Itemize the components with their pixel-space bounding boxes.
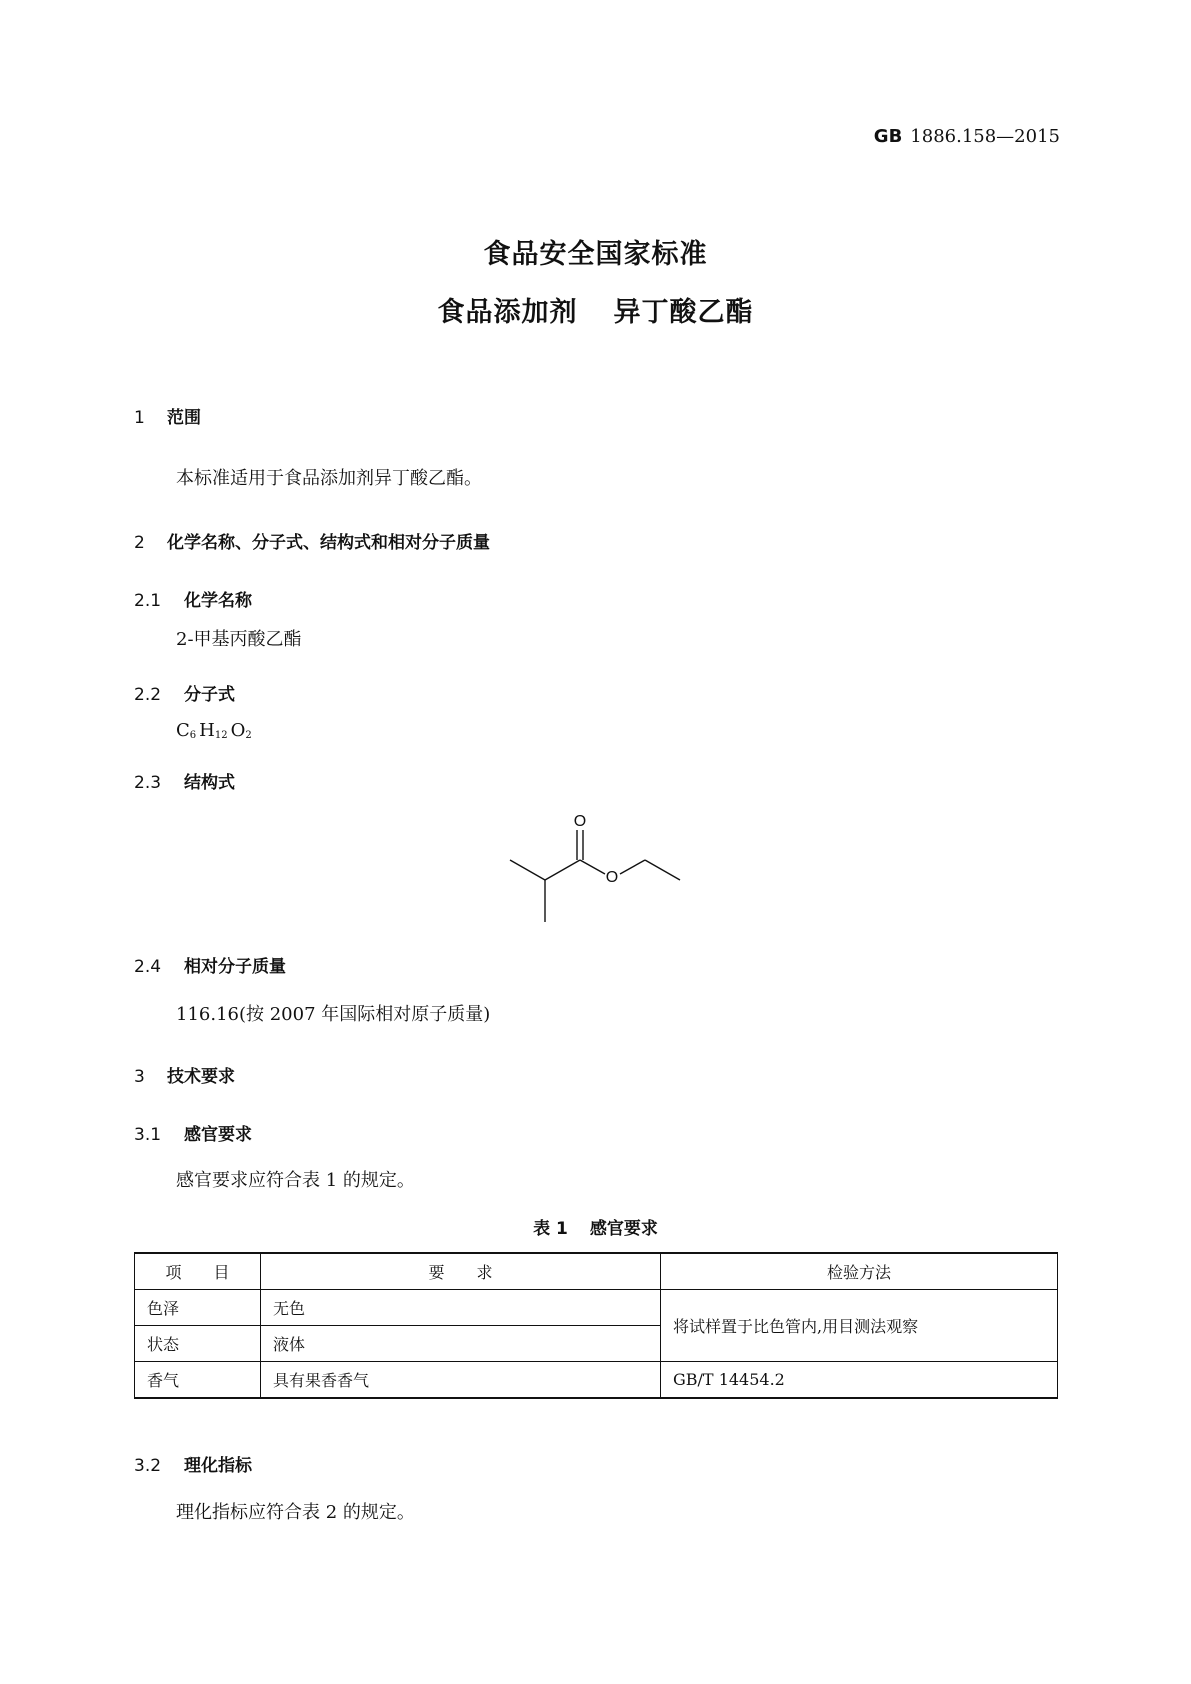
section-2-2-heading [134, 680, 235, 705]
atom-carbonyl-oxygen: O [573, 813, 587, 830]
bond-o-ch2 [620, 860, 645, 874]
section-number: 2.1 [134, 591, 162, 611]
bond-ch2-ch3 [645, 860, 680, 880]
section-number: 3 [134, 1067, 145, 1087]
section-title: 相对分子质量 [184, 957, 286, 977]
chemical-name: 2-甲基丙酸乙酯 [176, 629, 302, 650]
formula-carbon-count: 6 [189, 730, 197, 741]
subtitle-part-2: 异丁酸乙酯 [613, 297, 754, 328]
section-title: 范围 [167, 408, 201, 428]
section-title: 化学名称、分子式、结构式和相对分子质量 [167, 533, 490, 553]
cell-item: 状态 [135, 1326, 261, 1362]
section-2-heading [134, 528, 490, 553]
formula-hydrogen-count: 12 [214, 730, 228, 741]
bond-ch-c [545, 860, 580, 880]
section-title: 分子式 [184, 685, 235, 705]
header-requirement: 要 求 [261, 1253, 661, 1290]
formula-carbon: C [176, 720, 190, 741]
section-2-4-heading [134, 952, 286, 977]
cell-method-shared: 将试样置于比色管内,用目测法观察 [661, 1290, 1058, 1362]
standard-number: 1886.158—2015 [910, 126, 1060, 147]
section-number: 2.3 [134, 773, 162, 793]
section-title: 理化指标 [184, 1456, 252, 1476]
section-title: 化学名称 [184, 591, 252, 611]
header-item: 项 目 [135, 1253, 261, 1290]
section-3-heading [134, 1062, 235, 1087]
section-title: 技术要求 [167, 1067, 235, 1087]
table-1-caption [0, 1214, 1191, 1239]
structural-formula [500, 808, 700, 928]
section-number: 2.4 [134, 957, 162, 977]
molecule-bonds [510, 830, 680, 922]
table-header-row [135, 1253, 1058, 1290]
atom-ester-oxygen: O [605, 869, 619, 886]
table-caption-title: 感官要求 [589, 1219, 658, 1239]
standard-prefix: GB [873, 126, 903, 147]
bond-c-o [580, 860, 605, 874]
cell-requirement: 无色 [261, 1290, 661, 1326]
section-title: 结构式 [184, 773, 235, 793]
section-3-2-heading [134, 1451, 252, 1476]
formula-oxygen: O [230, 720, 246, 741]
document-title: 食品安全国家标准 [483, 239, 708, 270]
cell-item: 色泽 [135, 1290, 261, 1326]
header-method: 检验方法 [661, 1253, 1058, 1290]
cell-method: GB/T 14454.2 [661, 1362, 1058, 1399]
formula-oxygen-count: 2 [245, 730, 252, 741]
molecular-formula [176, 720, 255, 741]
table-row [135, 1362, 1058, 1399]
document-subtitle [0, 290, 1191, 329]
sensory-requirements-table [134, 1252, 1058, 1399]
section-number: 3.1 [134, 1125, 162, 1145]
formula-hydrogen: H [199, 720, 215, 741]
table-row [135, 1290, 1058, 1326]
cell-item: 香气 [135, 1362, 261, 1399]
section-number: 3.2 [134, 1456, 162, 1476]
section-3-1-heading [134, 1120, 252, 1145]
subtitle-part-1: 食品添加剂 [437, 297, 578, 328]
bond-methyl-1 [510, 860, 545, 880]
section-1-heading [134, 403, 201, 428]
standard-code [874, 126, 1060, 147]
section-number: 2 [134, 533, 145, 553]
cell-requirement: 液体 [261, 1326, 661, 1362]
table-caption-number: 表 1 [533, 1219, 568, 1239]
section-3-2-text: 理化指标应符合表 2 的规定。 [176, 1502, 415, 1523]
section-2-1-heading [134, 586, 252, 611]
molecular-mass: 116.16(按 2007 年国际相对原子质量) [176, 1004, 491, 1025]
section-1-text: 本标准适用于食品添加剂异丁酸乙酯。 [176, 468, 482, 489]
section-number: 1 [134, 408, 145, 428]
section-title: 感官要求 [184, 1125, 252, 1145]
section-2-3-heading [134, 768, 235, 793]
section-number: 2.2 [134, 685, 162, 705]
section-3-1-text: 感官要求应符合表 1 的规定。 [176, 1170, 415, 1191]
cell-requirement: 具有果香香气 [261, 1362, 661, 1399]
